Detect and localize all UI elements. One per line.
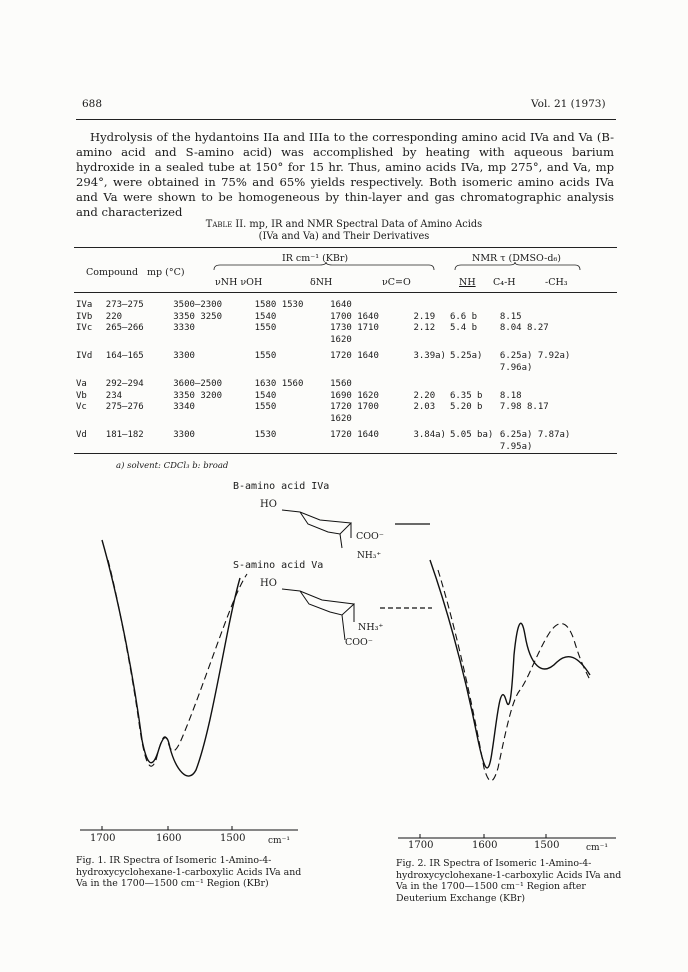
- table-cell: 1630 1560: [254, 379, 304, 389]
- page-number: 688: [82, 98, 103, 110]
- s-ho-label: HO: [260, 578, 277, 589]
- ir-group-header: IR cm⁻¹ (KBr): [282, 253, 349, 264]
- table-cell: 220: [105, 311, 123, 322]
- table-cell: 6.25a) 7.92a): [499, 351, 571, 361]
- table-header-braces: [0, 0, 688, 300]
- nmr-group-header: NMR τ (DMSO-d₆): [472, 253, 561, 264]
- table-cell: [498, 374, 617, 391]
- table-cell: IVc: [76, 323, 93, 333]
- table-cell: 2.03: [413, 402, 436, 412]
- table-caption-line2: (IVa and Va) and Their Derivatives: [258, 231, 430, 242]
- table-cell: [171, 335, 252, 347]
- table-cell: 292—294: [105, 379, 144, 389]
- data-table: [74, 300, 617, 453]
- table-cell: 1720 1640: [330, 430, 379, 440]
- b-structure-ring: [282, 510, 351, 534]
- table-cell: Vc: [76, 402, 87, 412]
- table-cell: [253, 335, 329, 347]
- table-cell: IVa: [76, 300, 93, 310]
- table-cell: [104, 335, 171, 347]
- table-cell: 7.95a): [499, 441, 533, 452]
- table-cell: 5.4 b: [449, 323, 478, 333]
- s-nh3-label: NH₃⁺: [358, 622, 384, 633]
- table-cell: [104, 442, 171, 454]
- table-cell: [411, 414, 448, 426]
- table-cell: 6.25a) 7.87a): [499, 430, 571, 440]
- table-cell: [498, 414, 617, 426]
- s-structure-ring: [282, 589, 354, 615]
- table-cell: [448, 335, 498, 347]
- b-ho-label: HO: [260, 499, 277, 510]
- fig1-solid-spectrum: [102, 540, 240, 776]
- table-footnote: a) solvent: CDCl₃ b: broad: [116, 461, 229, 471]
- table-cell: 3600—2500: [173, 379, 223, 389]
- fig1-unit: cm⁻¹: [268, 836, 290, 846]
- table-cell: 6.6 b: [449, 311, 478, 322]
- table-cell: 1700 1640: [330, 311, 379, 322]
- fig1-tick-1600: 1600: [156, 833, 182, 844]
- fig1-caption: Fig. 1. IR Spectra of Isomeric 1-Amino-4-hydroxycyclohexane-1-carboxylic Acids IVa and Va in the 1700—1500 cm⁻¹ Region (KBr): [76, 855, 302, 889]
- fig2-dashed-spectrum: [438, 570, 590, 781]
- table-cell: 1690 1620: [330, 390, 379, 401]
- table-row: [74, 363, 617, 375]
- col-nh-oh: νNH νOH: [215, 277, 263, 288]
- s-amino-acid-label: S-amino acid Va: [233, 560, 324, 571]
- table-cell: 164—165: [105, 351, 144, 361]
- table-cell: [448, 374, 498, 391]
- table-cell: 2.20: [413, 390, 436, 401]
- table-cell: 5.25a): [449, 351, 483, 361]
- table-bottom-rule: [74, 453, 617, 454]
- table-row: [74, 374, 617, 391]
- table-cell: IVd: [76, 351, 93, 361]
- table-cell: 2.19: [413, 311, 436, 322]
- body-paragraph: Hydrolysis of the hydantoins IIa and IIIa to the corresponding amino acid IVa and Va (B-amino acid and S-amino acid) was accomplished by heating with aqueous barium hydroxide in a sealed tube at 150° for 15 hr. Thus, amino acids IVa, mp 275°, and Va, mp 294°, were obtained in 75% and 65% yields respectively. Both isomeric amino acids IVa and Va were shown to be homogeneous by thin-layer and gas chromatographic analysis and characterized: [76, 130, 614, 219]
- table-cell: [171, 414, 252, 426]
- table-cell: [411, 335, 448, 347]
- table-cell: Vd: [76, 430, 87, 440]
- table-cell: [171, 442, 252, 454]
- table-cell: 1540: [254, 390, 277, 401]
- table-cell: 3340: [173, 402, 195, 412]
- table-cell: 8.04 8.27: [499, 323, 549, 333]
- b-nh3-label: NH₃⁺: [357, 551, 382, 561]
- table-cell: 5.20 b: [449, 402, 483, 412]
- table-cell: 3300: [173, 430, 195, 440]
- table-cell: 3.84a): [413, 430, 446, 440]
- table-cell: Vb: [76, 390, 87, 401]
- table-cell: 1550: [254, 323, 277, 333]
- table-cell: 1640: [330, 300, 352, 310]
- table-cell: 1580 1530: [254, 300, 304, 310]
- fig2-solid-spectrum: [430, 560, 590, 768]
- col-nh: NH: [459, 277, 476, 288]
- table-cell: 1530: [254, 430, 277, 440]
- fig2-tick-1500: 1500: [534, 840, 560, 851]
- table-caption-line1: mp, IR and NMR Spectral Data of Amino Acids: [249, 219, 483, 230]
- table-row: [74, 300, 617, 312]
- table-cell: [411, 300, 448, 312]
- table-cell: [328, 442, 411, 454]
- table-cell: 3330: [173, 323, 195, 333]
- table-cell: 7.98 8.17: [499, 402, 549, 412]
- fig2-unit: cm⁻¹: [586, 843, 608, 853]
- table-cell: 1540: [254, 311, 277, 322]
- table-cell: [253, 363, 329, 375]
- table-cell: [74, 414, 104, 426]
- table-row: [74, 425, 617, 442]
- table-cell: [104, 414, 171, 426]
- table-cell: 6.35 b: [449, 390, 483, 401]
- table-cell: [448, 300, 498, 312]
- col-ch3: -CH₃: [545, 277, 568, 288]
- col-compound: Compound: [86, 267, 139, 278]
- table-row: [74, 346, 617, 363]
- table-cell: Va: [76, 379, 87, 389]
- table-cell: 273—275: [105, 300, 144, 310]
- table-row: [74, 414, 617, 426]
- fig2-tick-1700: 1700: [408, 840, 434, 851]
- journal-volume: Vol. 21 (1973): [531, 98, 606, 110]
- table-row: [74, 335, 617, 347]
- table-cell: [448, 414, 498, 426]
- table-row: [74, 442, 617, 454]
- table-cell: 275—276: [105, 402, 144, 412]
- table-cell: [328, 363, 411, 375]
- table-cell: [448, 442, 498, 454]
- fig2-tick-1600: 1600: [472, 840, 498, 851]
- table-row: [74, 323, 617, 335]
- table-cell: 1550: [254, 351, 277, 361]
- table-cell: [74, 363, 104, 375]
- s-coo-label: COO⁻: [345, 637, 373, 648]
- table-cell: 1720 1640: [330, 351, 379, 361]
- table-cell: 1620: [330, 413, 352, 424]
- table-cell: 3300: [173, 351, 195, 361]
- table-cell: 7.96a): [499, 362, 533, 373]
- col-c4h: C₄-H: [493, 277, 516, 288]
- table-cell: [253, 442, 329, 454]
- table-cell: 2.12: [413, 323, 436, 333]
- table-cell: [411, 363, 448, 375]
- table-cell: [74, 442, 104, 454]
- table-label: Table II.: [205, 219, 247, 230]
- col-delta-nh: δNH: [310, 277, 333, 288]
- table-cell: [411, 374, 448, 391]
- table-row: [74, 391, 617, 403]
- fig1-dashed-spectrum: [108, 560, 247, 766]
- table-cell: 1620: [330, 334, 352, 345]
- table-cell: 3.39a): [413, 351, 446, 361]
- table-cell: 5.05 ba): [449, 430, 494, 440]
- fig1-tick-1700: 1700: [90, 833, 116, 844]
- table-cell: [104, 363, 171, 375]
- table-cell: IVb: [76, 311, 93, 322]
- col-mp: mp (°C): [147, 267, 185, 278]
- table-cell: 3500—2300: [173, 300, 223, 310]
- ir-figure: [0, 470, 688, 910]
- table-cell: 1550: [254, 402, 277, 412]
- table-cell: [498, 300, 617, 312]
- fig1-tick-1500: 1500: [220, 833, 246, 844]
- table-cell: 234: [105, 390, 123, 401]
- table-cell: 8.15: [499, 311, 522, 322]
- col-co: νC=O: [382, 277, 411, 288]
- b-amino-acid-label: B-amino acid IVa: [233, 481, 330, 492]
- table-row: [74, 312, 617, 324]
- table-cell: 3350 3250: [173, 311, 223, 322]
- table-cell: 1730 1710: [330, 323, 379, 333]
- fig2-caption: Fig. 2. IR Spectra of Isomeric 1-Amino-4-hydroxycyclohexane-1-carboxylic Acids IVa and Va in the 1700—1500 cm⁻¹ Region after Deuterium Exchange (KBr): [396, 858, 622, 904]
- table-cell: [411, 442, 448, 454]
- table-cell: [171, 363, 252, 375]
- table-cell: 3350 3200: [173, 390, 223, 401]
- table-cell: 265—266: [105, 323, 144, 333]
- table-cell: 1720 1700: [330, 402, 379, 412]
- table-cell: [74, 335, 104, 347]
- b-coo-label: COO⁻: [356, 531, 384, 542]
- table-cell: 8.18: [499, 390, 522, 401]
- table-cell: [253, 414, 329, 426]
- table-cell: 181—182: [105, 430, 144, 440]
- table-cell: [448, 363, 498, 375]
- table-row: [74, 402, 617, 414]
- table-cell: [498, 335, 617, 347]
- table-cell: 1560: [330, 379, 352, 389]
